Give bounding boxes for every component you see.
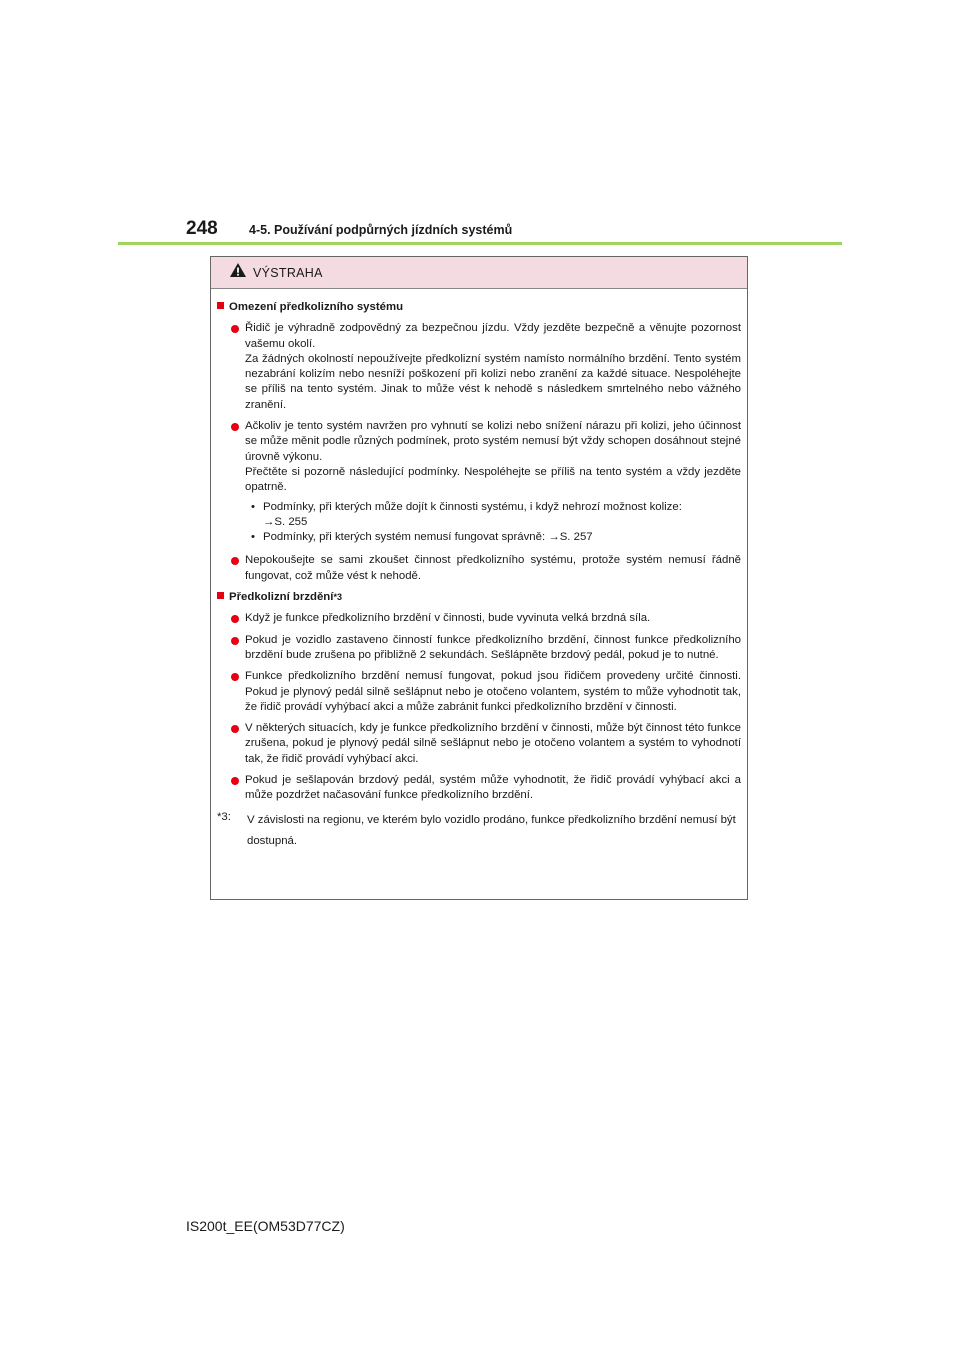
footnote: [217, 810, 741, 852]
section-heading-braking: Předkolizní brzdění *3: [217, 590, 741, 605]
list-item: [231, 321, 741, 413]
list-item: V některých situacích, kdy je funkce předkolizního brzdění v činnosti, může být činnost této funkce zrušena, pokud je plynový pedál silně sešlápnut nebo je otočeno volantem a systém to vyhodnotí tak, že řidič provádí vyhýbací akci.: [231, 721, 741, 767]
list-item: Pokud je vozidlo zastaveno činností funkce předkolizního brzdění, činnost funkce předkolizního brzdění bude zrušena po přibližně 2 sekundách. Sešlápněte brzdový pedál, pokud je to nutné.: [231, 633, 741, 664]
paragraph: Nepokoušejte se sami zkoušet činnost předkolizního systému, protože systém nemusí řádně fungovat, což může vést k nehodě.: [245, 554, 741, 582]
paragraph: Za žádných okolností nepoužívejte předkolizní systém namísto normálního brzdění. Tento systém nezabrání kolizím nebo nesníží poškození při kolizi nebo zranění za každé situace. Nespoléhejte se příliš na tento systém. Jinak to může vést k nehodě s následkem smrtelného nebo vážného zranění.: [245, 352, 741, 411]
page-reference-link[interactable]: →S. 255: [263, 515, 308, 528]
paragraph: Přečtěte si pozorně následující podmínky. Nespoléhejte se příliš na tento systém a vždy jezděte opatrně.: [245, 465, 741, 494]
square-bullet-icon: [217, 302, 224, 309]
square-bullet-icon: [217, 592, 224, 599]
page-number: 248: [186, 218, 218, 239]
list-item: Když je funkce předkolizního brzdění v činnosti, bude vyvinuta velká brzdná síla.: [231, 611, 741, 626]
list-item: [231, 419, 741, 547]
page-header: [186, 218, 512, 244]
paragraph: Ačkoliv je tento systém navržen pro vyhnutí se kolizi nebo snížení nárazu při kolizi, jeho účinnost se může měnit podle různých podmínek, proto systém nemusí být vždy schopen dosáhnout stejné úrovně výkonu.: [245, 420, 741, 463]
warning-triangle-icon: [229, 262, 247, 283]
sub-list: [251, 500, 741, 546]
page-reference-link[interactable]: →S. 257: [548, 531, 593, 544]
bullet-dot-icon: [231, 637, 239, 645]
paragraph: Řidič je výhradně zodpovědný za bezpečnou jízdu. Vždy jezděte bezpečně a věnujte pozornost vašemu okolí.: [245, 322, 741, 350]
sub-list-item: • Podmínky, při kterých systém nemusí fungovat správně: →S. 257: [251, 531, 593, 544]
section-title: 4-5. Používání podpůrných jízdních systémů: [249, 223, 513, 237]
bullet-dot-icon: [231, 673, 239, 681]
bullet-dot-icon: [231, 777, 239, 785]
section-heading-limitations: Omezení předkolizního systému: [217, 300, 741, 315]
warning-header: [211, 257, 747, 289]
footnote-mark: *3:: [217, 810, 231, 823]
model-code: IS200t_EE(OM53D77CZ): [186, 1218, 345, 1234]
header-rule: [118, 242, 842, 245]
bullet-dot-icon: [231, 325, 239, 333]
warning-body: [211, 289, 747, 852]
bullet-dot-icon: [231, 615, 239, 623]
warning-title: VÝSTRAHA: [253, 265, 323, 280]
footnote-text: V závislosti na regionu, ve kterém bylo vozidlo prodáno, funkce předkolizního brzdění nemusí být dostupná.: [247, 813, 736, 847]
list-item: [231, 553, 741, 584]
bullet-dot-icon: [231, 725, 239, 733]
bullet-dot-icon: [231, 557, 239, 565]
warning-box: [210, 256, 748, 900]
sub-list-item: • Podmínky, při kterých může dojít k činnosti systému, i když nehrozí možnost kolize: →S. 255: [251, 500, 682, 528]
list-item: Pokud je sešlapován brzdový pedál, systém může vyhodnotit, že řidič provádí vyhýbací akci a může pozdržet načasování funkce předkolizního brzdění.: [231, 773, 741, 804]
bullet-dot-icon: [231, 423, 239, 431]
list-item: Funkce předkolizního brzdění nemusí fungovat, pokud jsou řidičem provedeny určité činnosti. Pokud je plynový pedál silně sešlápnut nebo je otočeno volantem, systém to může vyhodnotit tak, že řidič provádí vyhýbací akci a může zabránit funkci předkolizního brzdění v činnosti.: [231, 669, 741, 715]
